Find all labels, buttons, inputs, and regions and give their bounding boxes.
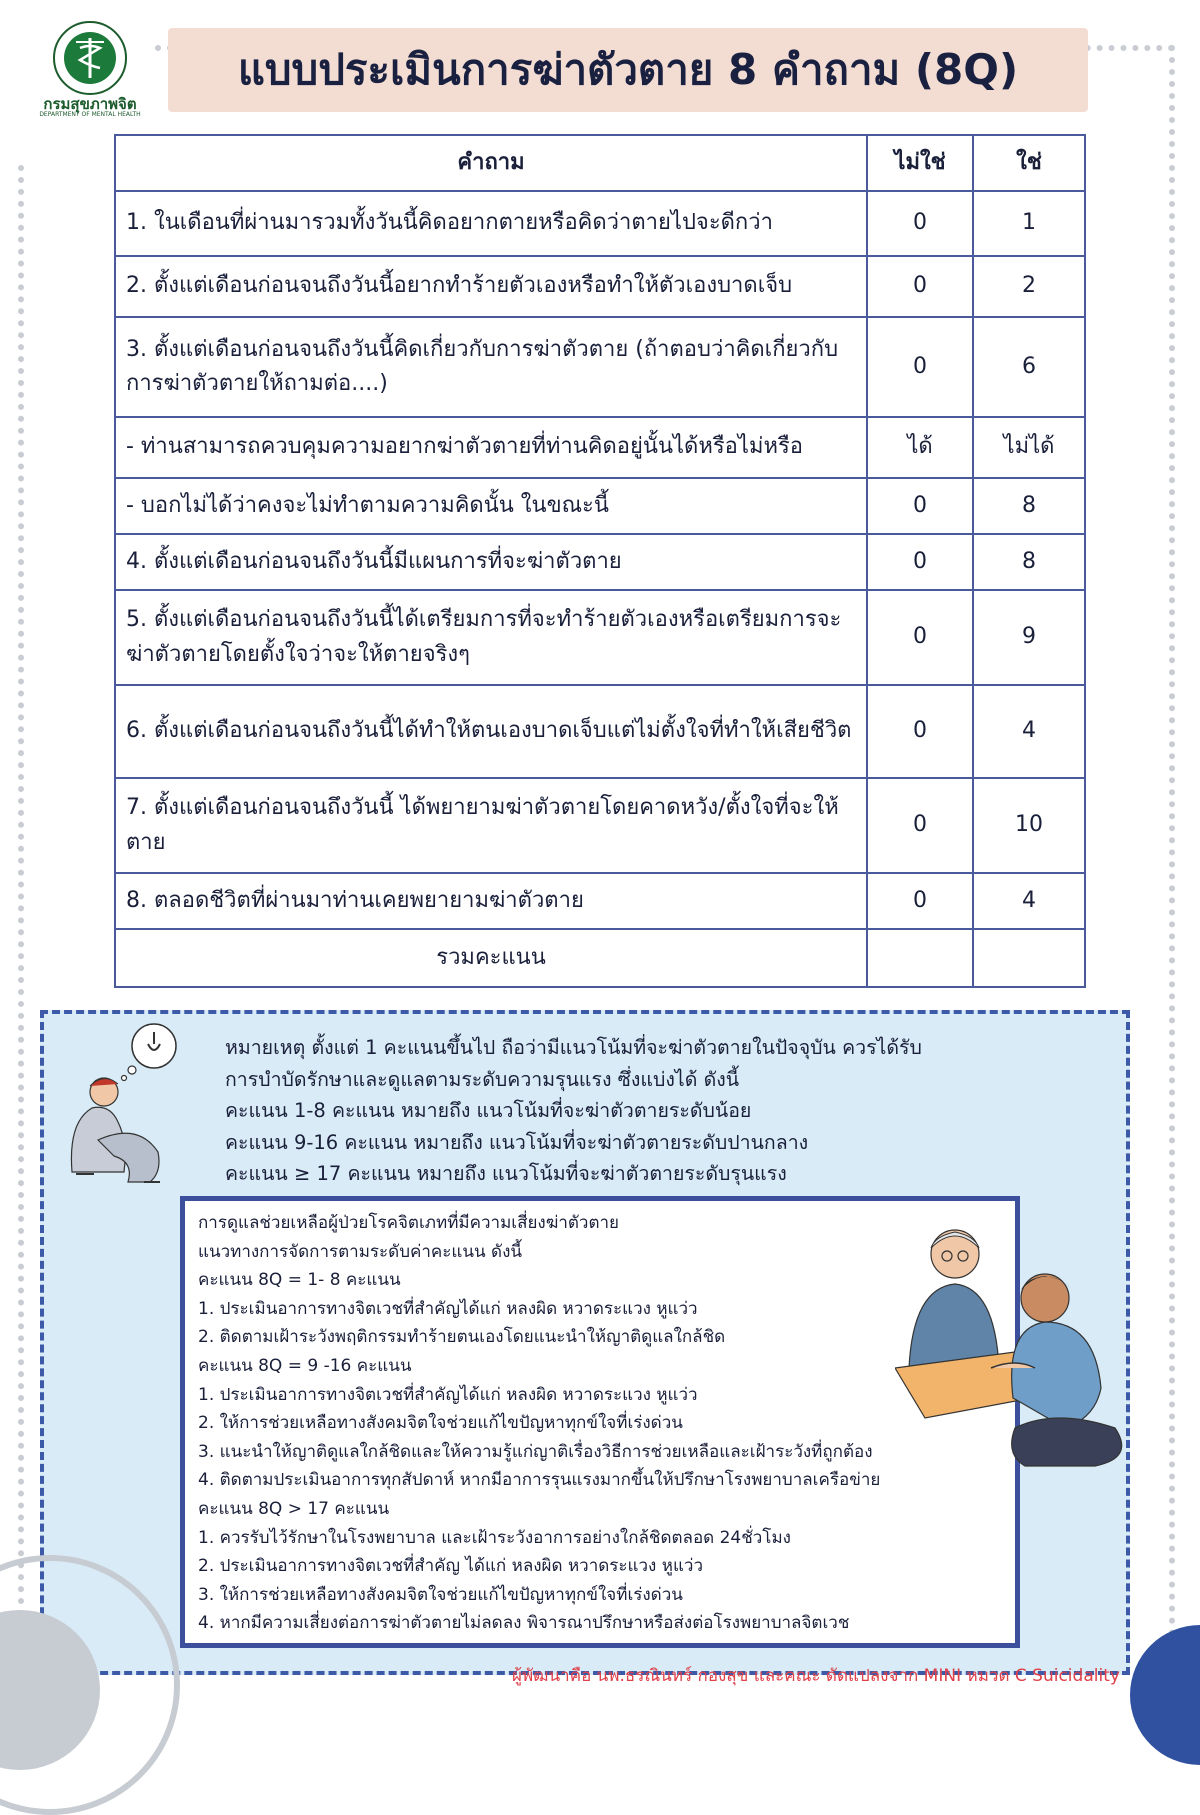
logo-caption: กรมสุขภาพจิต bbox=[43, 95, 137, 113]
question-text: 3. ตั้งแต่เดือนก่อนจนถึงวันนี้คิดเกี่ยวกับการฆ่าตัวตาย (ถ้าตอบว่าคิดเกี่ยวกับการฆ่าตัวตายให้ถามต่อ....) bbox=[115, 317, 867, 417]
score-no: 0 bbox=[867, 778, 973, 873]
care-guidance-text bbox=[198, 1209, 998, 1638]
table-row bbox=[115, 534, 1085, 590]
note-line: การบำบัดรักษาและดูแลตามระดับความรุนแรง ซึ่งแบ่งได้ ดังนี้ bbox=[225, 1067, 740, 1091]
header-question: คำถาม bbox=[115, 135, 867, 191]
care-line: 1. ประเมินอาการทางจิตเวชที่สำคัญได้แก่ หลงผิด หวาดระแวง หูแว่ว bbox=[198, 1298, 698, 1319]
table-header-row bbox=[115, 135, 1085, 191]
total-row bbox=[115, 929, 1085, 987]
score-no: 0 bbox=[867, 191, 973, 256]
question-text: - ท่านสามารถควบคุมความอยากฆ่าตัวตายที่ท่านคิดอยู่นั้นได้หรือไม่หรือ bbox=[115, 417, 867, 478]
table-row bbox=[115, 478, 1085, 534]
table-row bbox=[115, 873, 1085, 929]
table-row bbox=[115, 590, 1085, 685]
care-line: 2. ประเมินอาการทางจิตเวชที่สำคัญ ได้แก่ หลงผิด หวาดระแวง หูแว่ว bbox=[198, 1556, 704, 1577]
question-text: 5. ตั้งแต่เดือนก่อนจนถึงวันนี้ได้เตรียมการที่จะทำร้ายตัวเองหรือเตรียมการจะฆ่าตัวตายโดยตั้งใจว่าจะให้ตายจริงๆ bbox=[115, 590, 867, 685]
note-line: คะแนน ≥ 17 คะแนน หมายถึง แนวโน้มที่จะฆ่าตัวตายระดับรุนแรง bbox=[225, 1162, 787, 1185]
header-no: ไม่ใช่ bbox=[867, 135, 973, 191]
total-no-cell bbox=[867, 929, 973, 987]
table-row bbox=[115, 191, 1085, 256]
care-line: 2. ให้การช่วยเหลือทางสังคมจิตใจช่วยแก้ไขปัญหาทุกข์ใจที่เร่งด่วน bbox=[198, 1413, 683, 1434]
care-line: การดูแลช่วยเหลือผู้ป่วยโรคจิตเภทที่มีความเสี่ยงฆ่าตัวตาย bbox=[198, 1213, 620, 1233]
assessment-table bbox=[114, 134, 1086, 988]
score-yes: 8 bbox=[973, 534, 1085, 590]
distressed-person-icon bbox=[58, 1022, 216, 1192]
score-yes: 6 bbox=[973, 317, 1085, 417]
score-yes: 4 bbox=[973, 685, 1085, 778]
score-no: 0 bbox=[867, 534, 973, 590]
score-no: 0 bbox=[867, 478, 973, 534]
table-row bbox=[115, 256, 1085, 317]
question-text: 6. ตั้งแต่เดือนก่อนจนถึงวันนี้ได้ทำให้ตนเองบาดเจ็บแต่ไม่ตั้งใจที่ทำให้เสียชีวิต bbox=[115, 685, 867, 778]
question-text: 7. ตั้งแต่เดือนก่อนจนถึงวันนี้ ได้พยายามฆ่าตัวตายโดยคาดหวัง/ตั้งใจที่จะให้ตาย bbox=[115, 778, 867, 873]
score-no: 0 bbox=[867, 256, 973, 317]
table-row bbox=[115, 778, 1085, 873]
header-yes: ใช่ bbox=[973, 135, 1085, 191]
question-text: 1. ในเดือนที่ผ่านมารวมทั้งวันนี้คิดอยากตายหรือคิดว่าตายไปจะดีกว่า bbox=[115, 191, 867, 256]
table-row bbox=[115, 685, 1085, 778]
care-line: 1. ประเมินอาการทางจิตเวชที่สำคัญได้แก่ หลงผิด หวาดระแวง หูแว่ว bbox=[198, 1384, 698, 1405]
page-title: แบบประเมินการฆ่าตัวตาย 8 คำถาม (8Q) bbox=[237, 45, 1019, 94]
note-line: คะแนน 1-8 คะแนน หมายถึง แนวโน้มที่จะฆ่าตัวตายระดับน้อย bbox=[225, 1099, 752, 1122]
score-yes: 2 bbox=[973, 256, 1085, 317]
total-yes-cell bbox=[973, 929, 1085, 987]
score-yes: 10 bbox=[973, 778, 1085, 873]
care-line: 3. แนะนำให้ญาติดูแลใกล้ชิดและให้ความรู้แก่ญาติเรื่องวิธีการช่วยเหลือและเฝ้าระวังที่ถูกต้อง bbox=[198, 1441, 873, 1462]
table-row bbox=[115, 317, 1085, 417]
care-line: 3. ให้การช่วยเหลือทางสังคมจิตใจช่วยแก้ไขปัญหาทุกข์ใจที่เร่งด่วน bbox=[198, 1584, 683, 1605]
care-line: 2. ติดตามเฝ้าระวังพฤติกรรมทำร้ายตนเองโดยแนะนำให้ญาติดูแลใกล้ชิด bbox=[198, 1327, 726, 1348]
note-line: หมายเหตุ ตั้งแต่ 1 คะแนนขึ้นไป ถือว่ามีแนวโน้มที่จะฆ่าตัวตายในปัจจุบัน ควรได้รับ bbox=[225, 1036, 922, 1059]
care-line: 4. หากมีความเสี่ยงต่อการฆ่าตัวตายไม่ลดลง พิจารณาปรึกษาหรือส่งต่อโรงพยาบาลจิตเวช bbox=[198, 1613, 850, 1634]
care-line: แนวทางการจัดการตามระดับค่าคะแนน ดังนี้ bbox=[198, 1241, 522, 1262]
score-no: ได้ bbox=[867, 417, 973, 478]
care-line: คะแนน 8Q > 17 คะแนน bbox=[198, 1498, 390, 1519]
score-yes: 8 bbox=[973, 478, 1085, 534]
logo-subcaption: DEPARTMENT OF MENTAL HEALTH bbox=[39, 111, 141, 118]
score-yes: 4 bbox=[973, 873, 1085, 929]
counseling-illustration-icon bbox=[895, 1218, 1135, 1468]
note-text bbox=[225, 1032, 1085, 1190]
score-no: 0 bbox=[867, 685, 973, 778]
care-line: คะแนน 8Q = 9 -16 คะแนน bbox=[198, 1355, 412, 1376]
note-line: คะแนน 9-16 คะแนน หมายถึง แนวโน้มที่จะฆ่าตัวตายระดับปานกลาง bbox=[225, 1130, 809, 1154]
score-yes: 9 bbox=[973, 590, 1085, 685]
question-text: 4. ตั้งแต่เดือนก่อนจนถึงวันนี้มีแผนการที่จะฆ่าตัวตาย bbox=[115, 534, 867, 590]
decorative-dotted-frame-left bbox=[18, 165, 30, 1665]
question-text: 2. ตั้งแต่เดือนก่อนจนถึงวันนี้อยากทำร้ายตัวเองหรือทำให้ตัวเองบาดเจ็บ bbox=[115, 256, 867, 317]
question-text: 8. ตลอดชีวิตที่ผ่านมาท่านเคยพยายามฆ่าตัวตาย bbox=[115, 873, 867, 929]
total-label: รวมคะแนน bbox=[115, 929, 867, 987]
score-no: 0 bbox=[867, 317, 973, 417]
care-line: 1. ควรรับไว้รักษาในโรงพยาบาล และเฝ้าระวังอาการอย่างใกล้ชิดตลอด 24ชั่วโมง bbox=[198, 1527, 791, 1548]
score-no: 0 bbox=[867, 873, 973, 929]
care-line: 4. ติดตามประเมินอาการทุกสัปดาห์ หากมีอาการรุนแรงมากขึ้นให้ปรึกษาโรงพยาบาลเครือข่าย bbox=[198, 1470, 881, 1491]
credit-footer: ผู้พัฒนาคือ นพ.ธรณินทร์ กองสุข และคณะ ดัดแปลงจาก MINI หมวด C Suicidality bbox=[512, 1666, 1120, 1686]
score-yes: 1 bbox=[973, 191, 1085, 256]
score-yes: ไม่ได้ bbox=[973, 417, 1085, 478]
question-text: - บอกไม่ได้ว่าคงจะไม่ทำตามความคิดนั้น ในขณะนี้ bbox=[115, 478, 867, 534]
score-no: 0 bbox=[867, 590, 973, 685]
table-row bbox=[115, 417, 1085, 478]
care-line: คะแนน 8Q = 1- 8 คะแนน bbox=[198, 1270, 401, 1291]
